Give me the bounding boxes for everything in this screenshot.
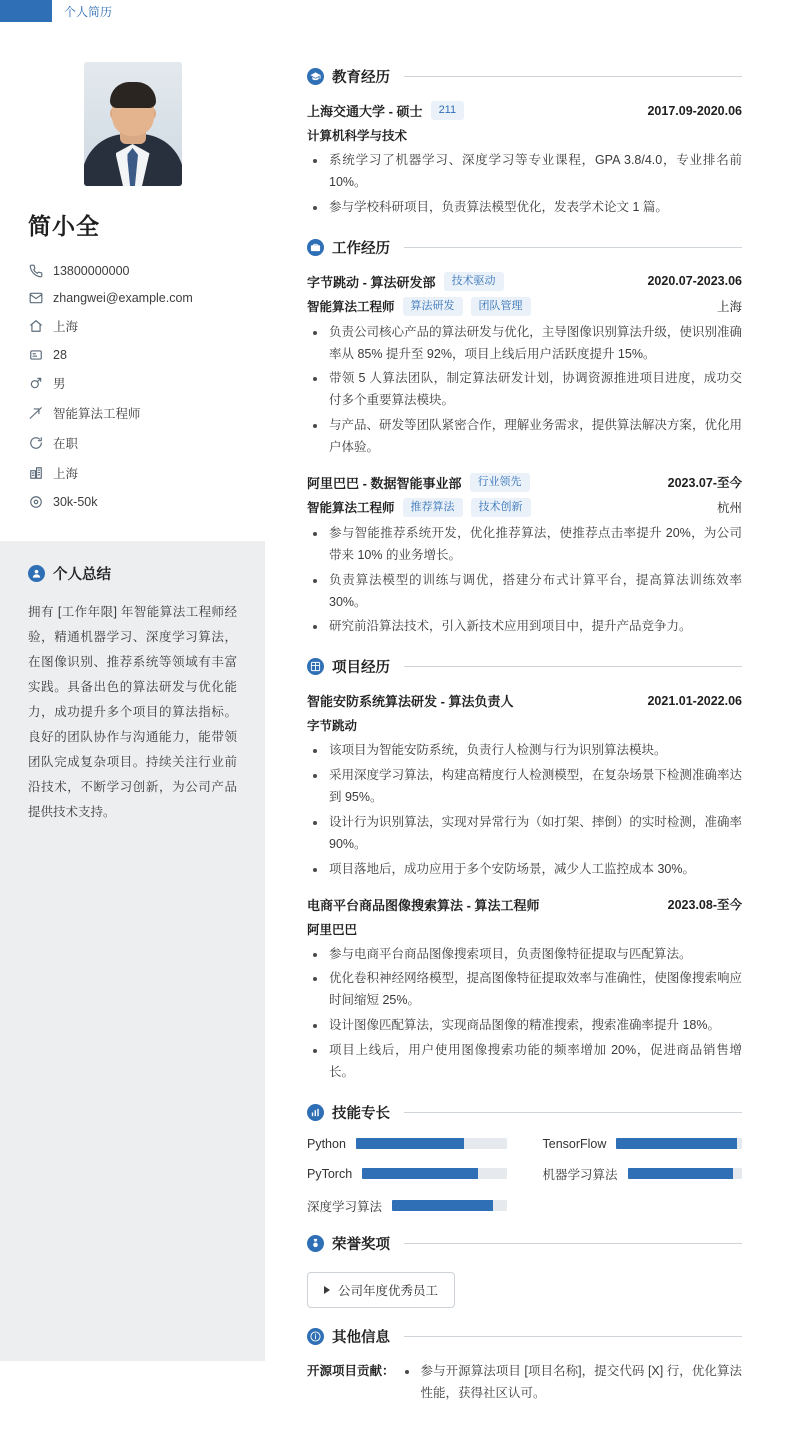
work-role-tag: 推荐算法 xyxy=(403,498,463,517)
section-work xyxy=(307,237,742,639)
work-date: 2023.07-至今 xyxy=(667,476,742,491)
skill-item xyxy=(307,1165,507,1183)
profile-name: 简小全 xyxy=(28,213,100,239)
skill-bar xyxy=(628,1168,742,1179)
list-item: 研究前沿算法技术，引入新技术应用到项目中，提升产品竞争力。 xyxy=(307,616,742,638)
list-item: 参与开源算法项目 [项目名称]，提交代码 [X] 行，优化算法性能，获得社区认可。 xyxy=(399,1361,742,1405)
section-education-title: 教育经历 xyxy=(332,70,390,86)
list-item: 系统学习了机器学习、深度学习等专业课程，GPA 3.8/4.0，专业排名前 10%。 xyxy=(307,150,742,194)
section-rule xyxy=(404,247,742,248)
section-skills-title: 技能专长 xyxy=(332,1105,390,1122)
other-label: 开源项目贡献： xyxy=(307,1363,395,1378)
skill-name: 机器学习算法 xyxy=(542,1167,618,1182)
summary-title: 个人总结 xyxy=(53,567,111,583)
skills-grid xyxy=(307,1137,742,1215)
work-role: 智能算法工程师 xyxy=(307,300,395,315)
list-item: 设计图像匹配算法，实现商品图像的精准搜索，搜索准确率提升 18%。 xyxy=(307,1015,742,1037)
award-item[interactable] xyxy=(307,1272,455,1308)
section-skills xyxy=(307,1102,742,1215)
section-rule xyxy=(404,1336,742,1337)
skill-name: 深度学习算法 xyxy=(307,1199,383,1214)
list-item: 项目落地后，成功应用于多个安防场景，减少人工监控成本 30%。 xyxy=(307,859,742,881)
list-item: 项目上线后，用户使用图像搜索功能的频率增加 20%，促进商品销售增长。 xyxy=(307,1040,742,1084)
section-rule xyxy=(404,1243,742,1244)
medal-icon xyxy=(307,1235,324,1252)
gender-icon xyxy=(28,376,43,391)
contact-list xyxy=(0,241,265,541)
list-item: 设计行为识别算法，实现对异常行为（如打架、摔倒）的实时检测，准确率 90%。 xyxy=(307,812,742,856)
list-item: 参与学校科研项目，负责算法模型优化，发表学术论文 1 篇。 xyxy=(307,197,742,219)
project-entry-line xyxy=(307,691,742,710)
city-icon xyxy=(28,466,43,481)
phone-icon xyxy=(28,263,43,278)
education-entry-line xyxy=(307,101,742,120)
contact-gender-value: 男 xyxy=(53,377,66,391)
skill-bar xyxy=(616,1138,742,1149)
contact-salary xyxy=(28,488,237,515)
summary-header xyxy=(28,563,237,584)
section-other xyxy=(307,1326,742,1408)
person-icon xyxy=(28,565,45,582)
section-awards-header xyxy=(307,1233,742,1254)
section-projects-header xyxy=(307,656,742,677)
project-title: 电商平台商品图像搜索算法 - 算法工程师 xyxy=(307,897,540,913)
work-tag: 技术驱动 xyxy=(444,272,504,291)
id-card-icon xyxy=(28,347,43,362)
education-entry xyxy=(307,101,742,219)
contact-home xyxy=(28,311,237,341)
award-label: 公司年度优秀员工 xyxy=(338,1283,439,1298)
contact-age-value: 28 xyxy=(53,347,67,362)
summary-text: 拥有 [工作年限] 年智能算法工程师经验，精通机器学习、深度学习算法，在图像识别、推荐系统等领域有丰富实践。具备出色的算法研发与优化能力，成功提升多个项目的算法指标。良好的团队协作与沟通能力，能带领团队完成复杂项目。持续关注行业前沿技术，不断学习创新，为公司产品提供技术支持。 xyxy=(28,605,237,819)
list-item: 负责算法模型的训练与调优，搭建分布式计算平台，提高算法训练效率 30%。 xyxy=(307,570,742,614)
education-tag: 211 xyxy=(431,101,465,120)
section-projects xyxy=(307,656,742,1084)
section-awards xyxy=(307,1233,742,1308)
contact-city-value: 上海 xyxy=(53,467,79,481)
contact-age xyxy=(28,341,237,368)
work-entry xyxy=(307,473,742,638)
work-company: 字节跳动 - 算法研发部 xyxy=(307,274,436,290)
work-role: 智能算法工程师 xyxy=(307,501,395,516)
contact-phone-value: 13800000000 xyxy=(53,263,130,278)
summary-panel xyxy=(0,541,265,1361)
project-company: 字节跳动 xyxy=(307,719,358,734)
section-education-header xyxy=(307,66,742,87)
skill-item xyxy=(543,1165,743,1183)
project-entry xyxy=(307,895,742,1084)
list-item: 带领 5 人算法团队，制定算法研发计划，协调资源推进项目进度，成功交付多个重要算法模块。 xyxy=(307,368,742,412)
contact-job xyxy=(28,398,237,428)
section-awards-title: 荣誉奖项 xyxy=(332,1236,390,1253)
work-role-line xyxy=(307,498,742,517)
topbar-accent xyxy=(0,0,52,22)
salary-icon xyxy=(28,494,43,509)
list-item: 参与电商平台商品图像搜索项目，负责图像特征提取与匹配算法。 xyxy=(307,944,742,966)
topbar-fill xyxy=(124,0,794,22)
skill-bar xyxy=(362,1168,506,1179)
skill-item xyxy=(307,1137,507,1151)
work-entry-line xyxy=(307,473,742,492)
skill-bar xyxy=(392,1200,506,1211)
topbar xyxy=(0,0,794,22)
project-bullets xyxy=(307,740,742,880)
work-role-line xyxy=(307,297,742,316)
contact-job-value: 智能算法工程师 xyxy=(53,407,141,421)
section-rule xyxy=(404,1112,742,1113)
sidebar-top xyxy=(0,22,265,541)
contact-email xyxy=(28,284,237,311)
work-date: 2020.07-2023.06 xyxy=(647,274,742,289)
list-item: 参与智能推荐系统开发，优化推荐算法，使推荐点击率提升 20%，为公司带来 10% 的业务增长。 xyxy=(307,523,742,567)
project-title: 智能安防系统算法研发 - 算法负责人 xyxy=(307,694,514,710)
work-location: 上海 xyxy=(716,300,742,315)
section-work-header xyxy=(307,237,742,258)
work-tag: 行业领先 xyxy=(470,473,530,492)
work-role-tag: 算法研发 xyxy=(403,297,463,316)
education-bullets xyxy=(307,150,742,219)
content-columns xyxy=(0,22,794,1444)
list-item: 负责公司核心产品的算法研发与优化，主导图像识别算法升级，使识别准确率从 85% 提升至 92%，项目上线后用户活跃度提升 15%。 xyxy=(307,322,742,366)
list-item: 采用深度学习算法，构建高精度行人检测模型，在复杂场景下检测准确率达到 95%。 xyxy=(307,765,742,809)
project-entry xyxy=(307,691,742,880)
list-item: 该项目为智能安防系统，负责行人检测与行为识别算法模块。 xyxy=(307,740,742,762)
other-bullets xyxy=(399,1361,742,1405)
list-item: 优化卷积神经网络模型，提高图像特征提取效率与准确性，使图像搜索响应时间缩短 25%。 xyxy=(307,968,742,1012)
skill-item xyxy=(543,1137,743,1151)
project-date: 2023.08-至今 xyxy=(667,898,742,912)
list-item: 与产品、研发等团队紧密合作，理解业务需求，提供算法解决方案，优化用户体验。 xyxy=(307,415,742,459)
work-company: 阿里巴巴 - 数据智能事业部 xyxy=(307,475,462,491)
contact-salary-value: 30k-50k xyxy=(53,494,98,509)
chart-icon xyxy=(307,1104,324,1121)
job-icon xyxy=(28,406,43,421)
avatar-wrapper xyxy=(0,62,265,186)
section-work-title: 工作经历 xyxy=(332,240,390,257)
section-rule xyxy=(404,666,742,667)
work-entry xyxy=(307,272,742,459)
work-role-tag: 团队管理 xyxy=(471,297,531,316)
contact-gender xyxy=(28,368,237,398)
other-body xyxy=(399,1361,742,1408)
contact-status-value: 在职 xyxy=(53,437,79,451)
section-skills-header xyxy=(307,1102,742,1123)
project-entry-line xyxy=(307,895,742,914)
other-row xyxy=(307,1361,742,1408)
contact-home-value: 上海 xyxy=(53,320,79,334)
work-bullets xyxy=(307,322,742,459)
section-other-title: 其他信息 xyxy=(332,1329,390,1346)
education-date: 2017.09-2020.06 xyxy=(647,103,742,118)
work-role-tag: 技术创新 xyxy=(471,498,531,517)
avatar xyxy=(84,62,182,186)
sidebar xyxy=(0,22,265,1444)
work-location: 杭州 xyxy=(716,501,742,516)
project-bullets xyxy=(307,944,742,1084)
contact-city xyxy=(28,458,237,488)
contact-phone xyxy=(28,257,237,284)
skill-name: TensorFlow xyxy=(542,1136,607,1151)
mail-icon xyxy=(28,290,43,305)
briefcase-icon xyxy=(307,239,324,256)
skill-name: Python xyxy=(307,1136,346,1151)
skill-name: PyTorch xyxy=(307,1166,353,1181)
grid-icon xyxy=(307,658,324,675)
work-entry-line xyxy=(307,272,742,291)
section-education xyxy=(307,66,742,219)
play-caret-icon xyxy=(324,1286,330,1294)
info-icon xyxy=(307,1328,324,1345)
skill-item xyxy=(307,1197,507,1215)
topbar-tab-label[interactable]: 个人简历 xyxy=(52,0,124,22)
section-projects-title: 项目经历 xyxy=(332,660,390,677)
section-other-header xyxy=(307,1326,742,1347)
status-icon xyxy=(28,436,43,451)
education-school: 上海交通大学 - 硕士 xyxy=(307,104,423,119)
education-major: 计算机科学与技术 xyxy=(307,129,408,143)
work-bullets xyxy=(307,523,742,638)
home-icon xyxy=(28,319,43,334)
graduation-icon xyxy=(307,68,324,85)
section-rule xyxy=(404,76,742,77)
project-company: 阿里巴巴 xyxy=(307,922,358,937)
skill-bar xyxy=(356,1138,507,1149)
project-date: 2021.01-2022.06 xyxy=(647,693,742,708)
main-content xyxy=(265,22,794,1444)
contact-email-value: zhangwei@example.com xyxy=(53,290,193,305)
contact-status xyxy=(28,428,237,458)
